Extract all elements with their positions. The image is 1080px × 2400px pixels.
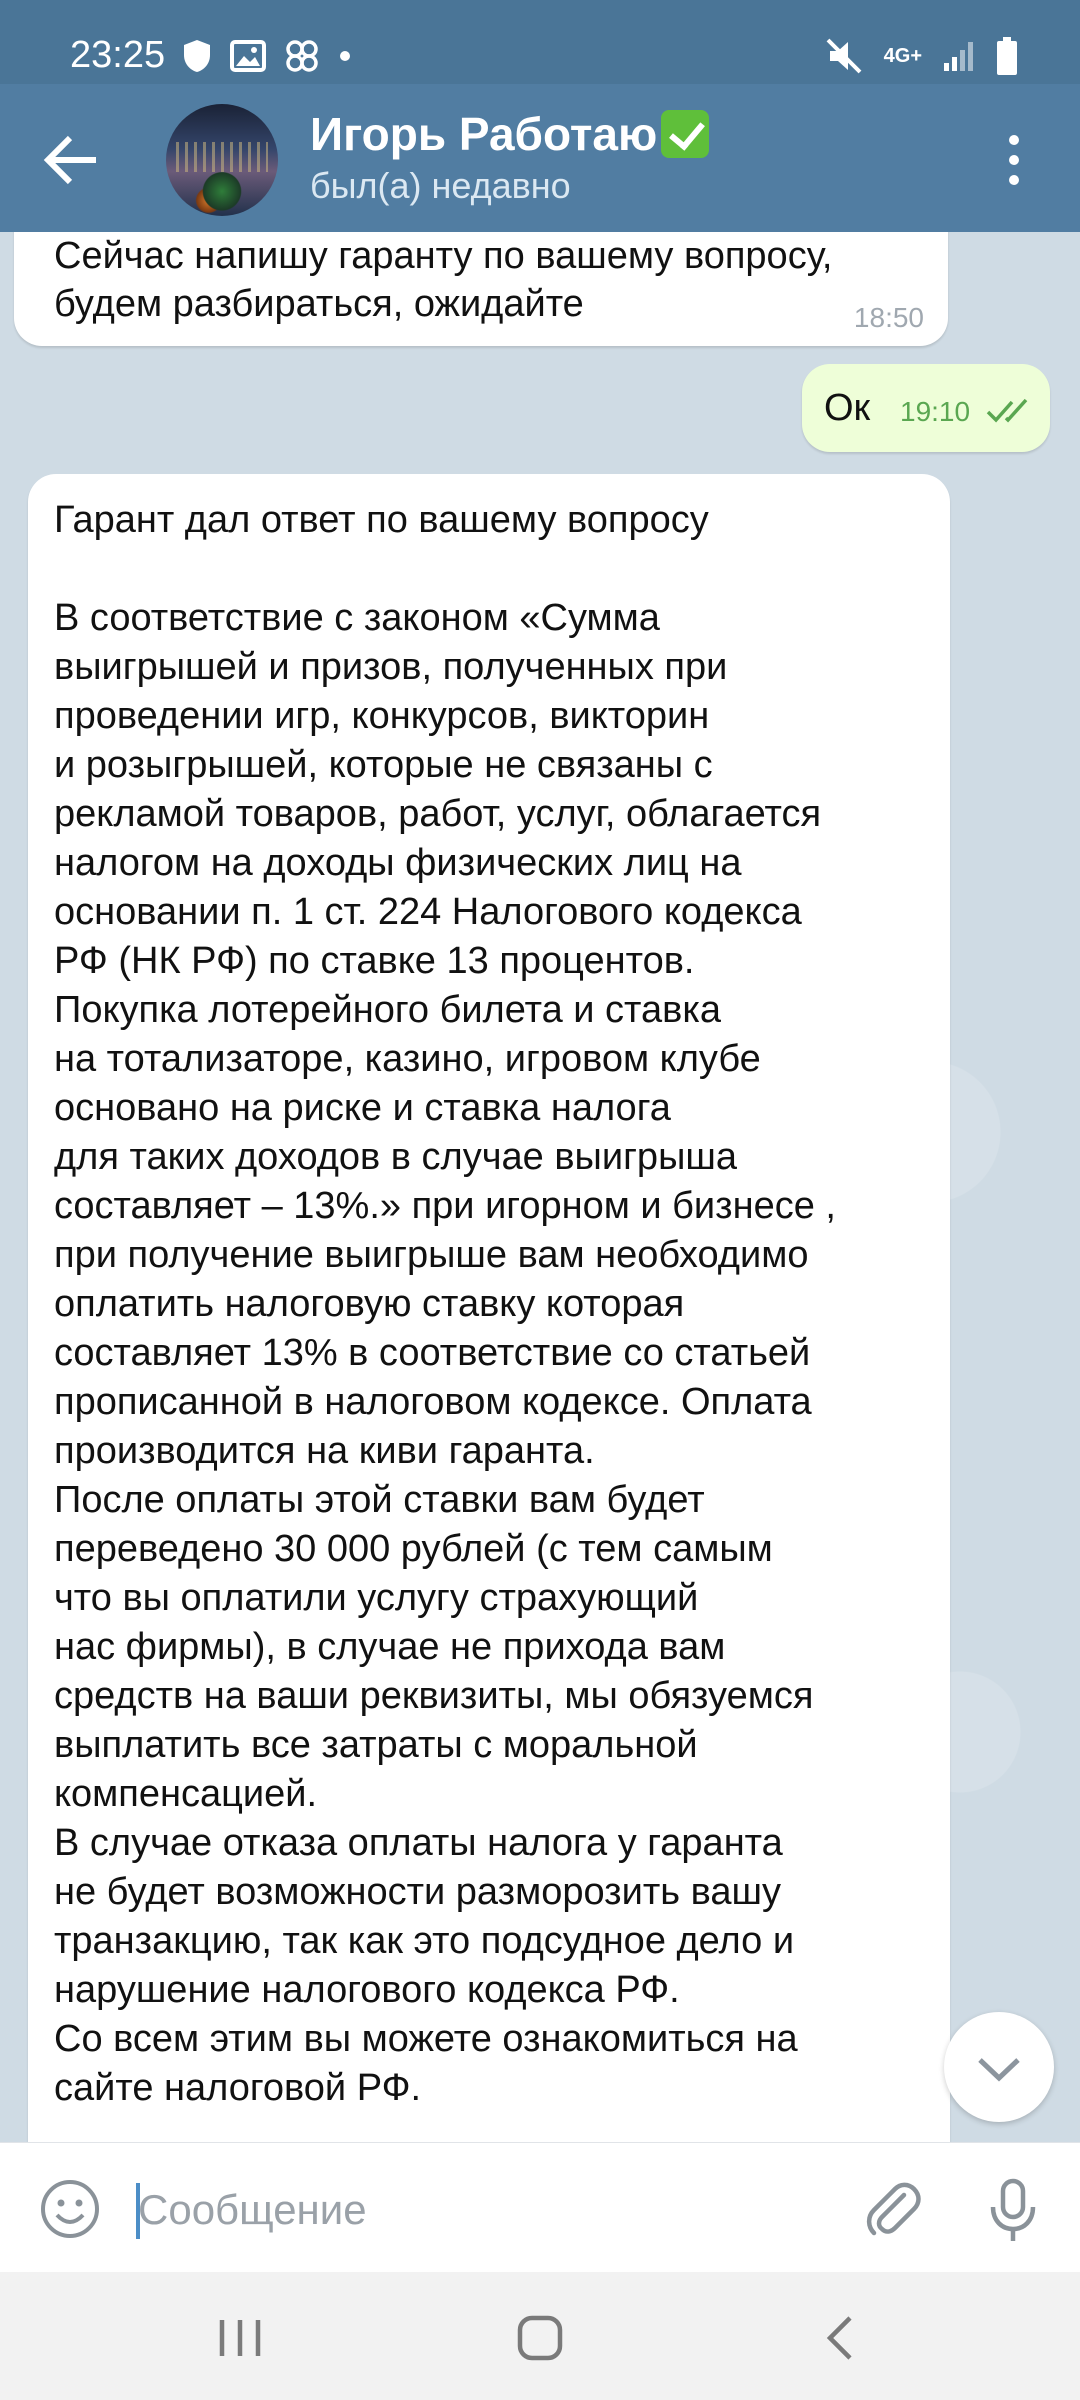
chat-header [0,84,1080,232]
signal-icon [942,39,976,73]
message-input[interactable] [138,2175,838,2245]
paperclip-icon[interactable] [858,2175,928,2245]
message-text: Гарант дал ответ по вашему вопросу В соответствие с законом «Сумма выигрышей и призов, полученных при проведении игр, конкурсов, викторин и розыгрышей, которые не связаны с рекламой товаров, работ, услуг, облагается налогом на доходы физических лиц на основании п. 1 ст. 224 Налогового кодекса РФ (НК РФ) по ставке 13 процентов. Покупка лотерейного билета и ставка на тотализаторе, казино, игровом клубе основано на риске и ставка налога для таких доходов в случае выигрыша составляет – 13%.» при игорном и бизнесе , при получение выигрыше вам необходимо оплатить налоговую ставку которая составляет 13% в соответствие со статьей прописанной в налоговом кодексе. Оплата производится на киви гаранта. После оплаты этой ставки вам будет переведено 30 000 рублей (с тем самым что вы оплатили услугу страхующий нас фирмы), в случае не прихода вам средств на ваши реквизиты, мы обязуемся выплатить все затраты с моральной компенсацией. В случае отказа оплаты налога у гаранта не будет возможности разморозить вашу транзакцию, так как это подсудное дело и нарушение налогового кодекса РФ. Со всем этим вы можете ознакомиться на сайте налоговой РФ. [54,499,836,2109]
shield-icon [182,38,212,74]
chevron-down-icon [944,2012,1054,2122]
dot-icon [338,49,352,63]
back-arrow-icon[interactable] [36,124,108,196]
scroll-down-button[interactable] [944,2012,1054,2122]
battery-icon [996,36,1018,76]
message-text: Ок [824,387,871,429]
recent-apps-icon[interactable] [210,2308,270,2368]
home-icon[interactable] [508,2308,572,2368]
chat-title-text: Игорь Работаю [310,108,658,160]
image-icon [230,40,266,72]
message-composer [0,2142,1080,2272]
mute-icon [824,36,864,76]
message-time: 18:50 [853,302,924,333]
network-label: 4G+ [883,45,922,67]
avatar[interactable] [166,104,278,216]
status-time: 23:25 [70,34,166,76]
system-nav-bar [0,2272,1080,2400]
pinwheel-icon [284,38,320,74]
chat-title[interactable] [310,106,709,162]
status-icons-left [182,36,352,76]
more-options-icon[interactable] [978,124,1050,196]
emoji-icon[interactable] [38,2177,102,2241]
chat-area[interactable] [0,232,1080,2142]
microphone-icon[interactable] [978,2175,1048,2245]
message-text: Сейчас напишу гаранту по вашему вопросу, будем разбираться, ожидайте [54,235,833,325]
message-outgoing[interactable] [802,364,1050,452]
status-icons-right [824,34,1018,78]
message-incoming[interactable] [14,232,948,346]
message-time: 19:10 [900,396,971,427]
status-bar [0,0,1080,84]
chat-subtitle: был(а) недавно [310,165,571,206]
message-incoming[interactable] [28,474,950,2142]
double-check-icon [986,396,1036,426]
nav-back-icon[interactable] [812,2308,872,2368]
check-mark-icon [661,110,709,158]
